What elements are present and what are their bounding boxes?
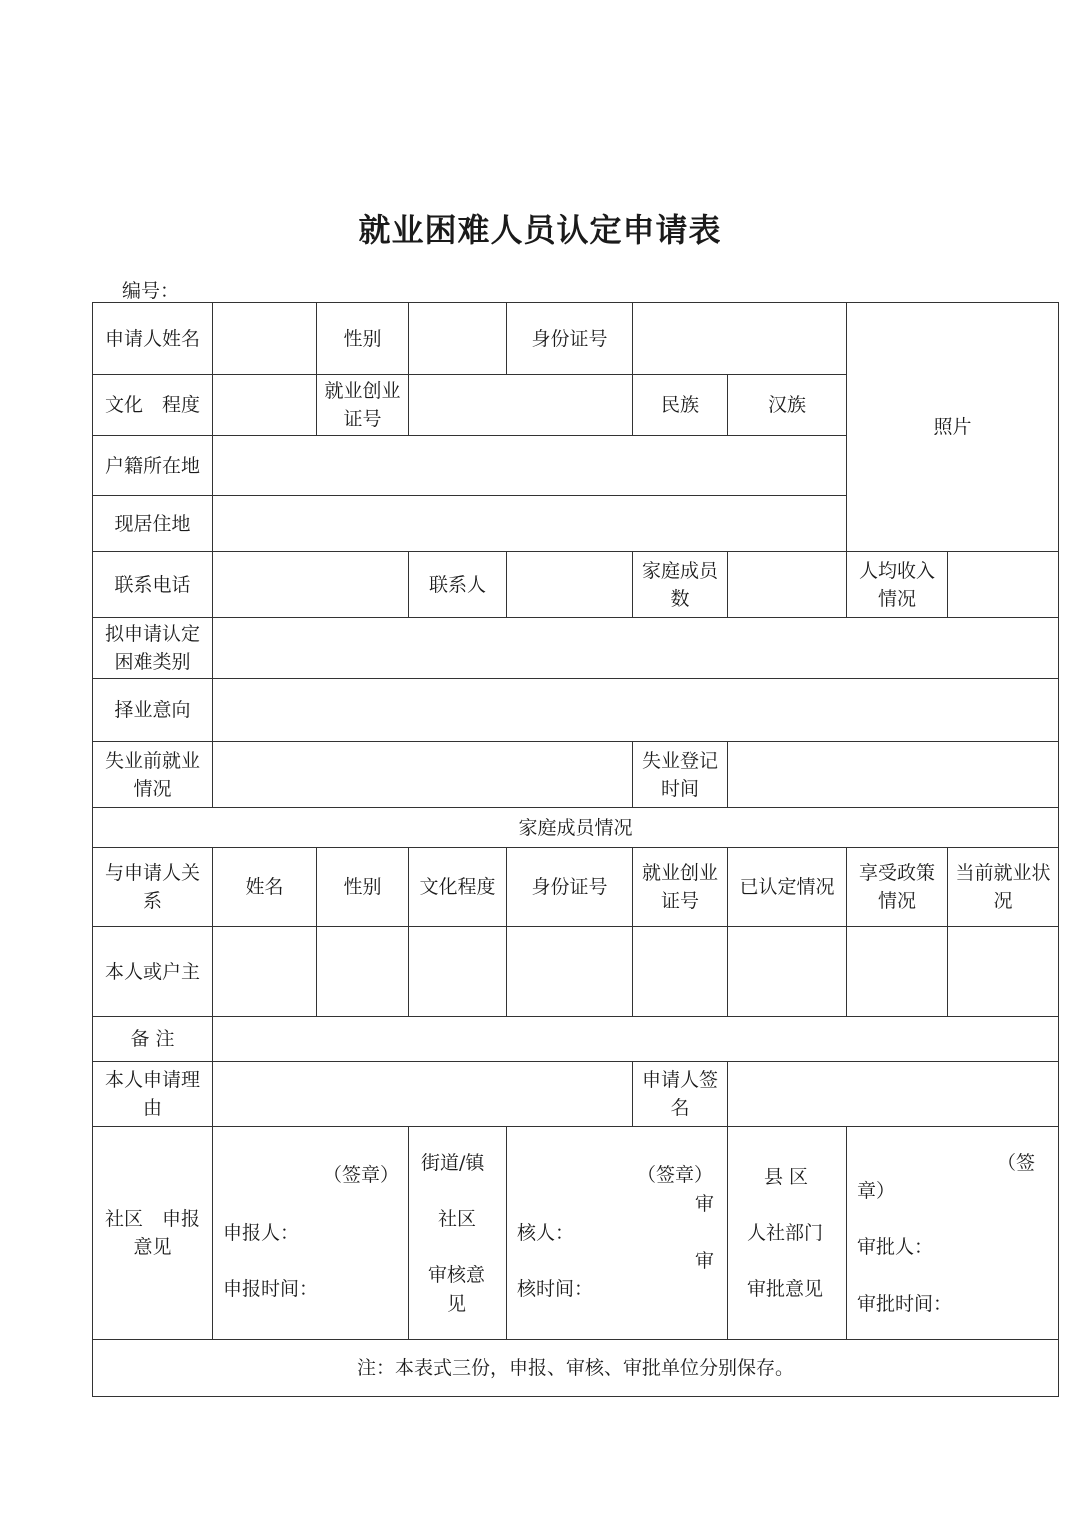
family-header-policy-status: 享受政策情况 — [847, 848, 948, 927]
street-opinion-label — [409, 1127, 507, 1340]
review-time-part1: 审 — [695, 1250, 715, 1272]
review-seal-text: （签章） — [637, 1164, 714, 1186]
contact-field[interactable] — [507, 552, 633, 618]
employment-cert-field[interactable] — [409, 375, 633, 436]
report-seal-text: （签章） — [323, 1164, 400, 1186]
county-sign-area[interactable] — [847, 1127, 1059, 1340]
prior-employment-label: 失业前就业情况 — [93, 742, 213, 808]
family-header-employment-status: 当前就业状况 — [948, 848, 1059, 927]
reporter-label: 申报人： — [223, 1222, 300, 1244]
family-row-recognized-field[interactable] — [728, 927, 847, 1017]
family-header-relation: 与申请人关系 — [93, 848, 213, 927]
family-header-employment-cert: 就业创业证号 — [633, 848, 728, 927]
review-person-part2: 核人： — [517, 1222, 575, 1244]
job-intention-label: 择业意向 — [93, 679, 213, 742]
per-capita-income-label: 人均收入情况 — [847, 552, 948, 618]
per-capita-income-field[interactable] — [948, 552, 1059, 618]
family-header-gender: 性别 — [317, 848, 409, 927]
approve-seal-part1: （签 — [997, 1152, 1036, 1174]
phone-label: 联系电话 — [93, 552, 213, 618]
applicant-sign-field[interactable] — [728, 1062, 1059, 1127]
name-label: 申请人姓名 — [93, 303, 213, 375]
approver-label: 审批人： — [857, 1236, 934, 1258]
form-title: 就业困难人员认定申请表 — [358, 211, 722, 249]
family-row-name-field[interactable] — [213, 927, 317, 1017]
approve-time-label: 审批时间： — [857, 1293, 953, 1315]
county-label-line2: 人社部门 — [747, 1222, 824, 1244]
ethnicity-label: 民族 — [633, 375, 728, 436]
unemployment-reg-time-field[interactable] — [728, 742, 1059, 808]
family-row-education-field[interactable] — [409, 927, 507, 1017]
unemployment-reg-time-label: 失业登记时间 — [633, 742, 728, 808]
family-row-employment-field[interactable] — [948, 927, 1059, 1017]
reason-label: 本人申请理由 — [93, 1062, 213, 1127]
gender-field[interactable] — [409, 303, 507, 375]
application-form-table — [92, 302, 1059, 1397]
education-label: 文化 程度 — [93, 375, 213, 436]
contact-label: 联系人 — [409, 552, 507, 618]
difficulty-category-label: 拟申请认定困难类别 — [93, 618, 213, 679]
family-row-id-field[interactable] — [507, 927, 633, 1017]
current-address-field[interactable] — [213, 496, 847, 552]
current-address-label: 现居住地 — [93, 496, 213, 552]
gender-label: 性别 — [317, 303, 409, 375]
prior-employment-field[interactable] — [213, 742, 633, 808]
family-row-self-label: 本人或户主 — [93, 927, 213, 1017]
id-number-label: 身份证号 — [507, 303, 633, 375]
review-time-part2: 核时间： — [517, 1278, 594, 1300]
family-header-education: 文化程度 — [409, 848, 507, 927]
education-field[interactable] — [213, 375, 317, 436]
street-sign-area[interactable] — [507, 1127, 728, 1340]
review-person-part1: 审 — [695, 1193, 715, 1215]
applicant-sign-label: 申请人签名 — [633, 1062, 728, 1127]
community-opinion-label: 社区 申报意见 — [93, 1127, 213, 1340]
footer-note: 注：本表式三份，申报、审核、审批单位分别保存。 — [93, 1340, 1059, 1397]
street-label-line2: 社区 — [438, 1208, 477, 1230]
household-address-field[interactable] — [213, 436, 847, 496]
report-time-label: 申报时间： — [223, 1278, 319, 1300]
id-number-field[interactable] — [633, 303, 847, 375]
street-label-line3a: 审核意 — [428, 1264, 486, 1286]
family-row-gender-field[interactable] — [317, 927, 409, 1017]
county-opinion-label — [728, 1127, 847, 1340]
family-count-label: 家庭成员数 — [633, 552, 728, 618]
street-label-line3b: 见 — [447, 1293, 467, 1315]
job-intention-field[interactable] — [213, 679, 1059, 742]
remarks-label: 备 注 — [93, 1017, 213, 1062]
serial-number-label: 编号： — [122, 280, 180, 302]
difficulty-category-field[interactable] — [213, 618, 1059, 679]
ethnicity-value[interactable]: 汉族 — [728, 375, 847, 436]
family-row-cert-field[interactable] — [633, 927, 728, 1017]
remarks-field[interactable] — [213, 1017, 1059, 1062]
name-field[interactable] — [213, 303, 317, 375]
community-sign-area[interactable] — [213, 1127, 409, 1340]
family-header-name: 姓名 — [213, 848, 317, 927]
household-address-label: 户籍所在地 — [93, 436, 213, 496]
family-header-recognized-status: 已认定情况 — [728, 848, 847, 927]
employment-cert-label: 就业创业证号 — [317, 375, 409, 436]
family-row-policy-field[interactable] — [847, 927, 948, 1017]
family-count-field[interactable] — [728, 552, 847, 618]
county-label-line1: 县 区 — [764, 1166, 809, 1188]
family-header-id-number: 身份证号 — [507, 848, 633, 927]
phone-field[interactable] — [213, 552, 409, 618]
county-label-line3: 审批意见 — [747, 1278, 824, 1300]
approve-seal-part2: 章） — [857, 1180, 896, 1202]
reason-field[interactable] — [213, 1062, 633, 1127]
family-section-header: 家庭成员情况 — [93, 808, 1059, 848]
photo-box[interactable]: 照片 — [847, 303, 1059, 552]
street-label-line1: 街道/镇 — [421, 1152, 485, 1174]
